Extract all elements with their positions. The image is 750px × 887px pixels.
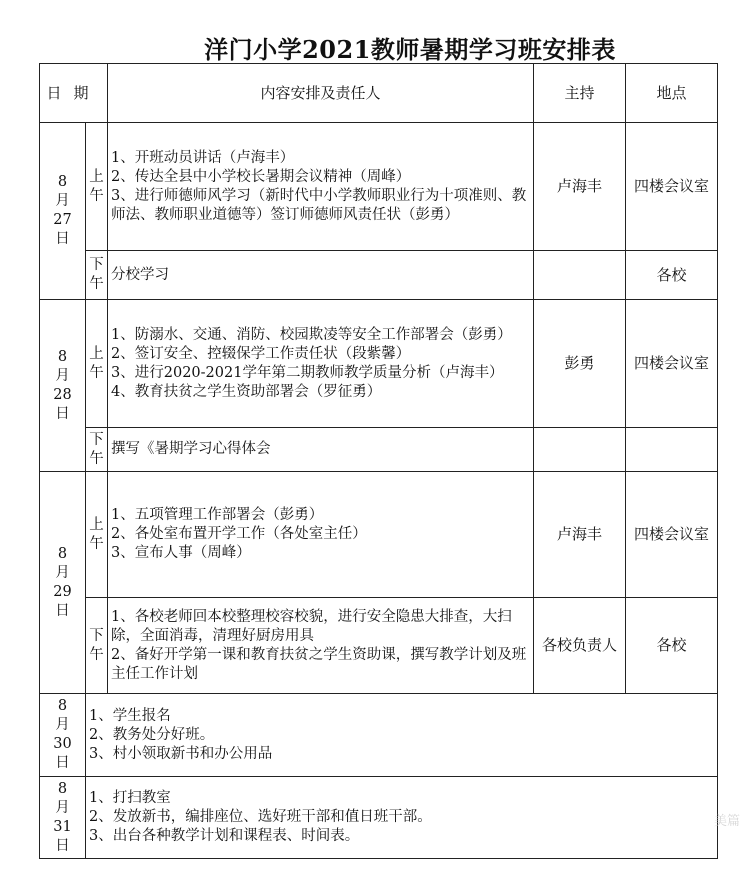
content-line: 3、村小领取新书和办公用品 (89, 745, 273, 762)
half-day-cell: 下 午 (86, 598, 108, 694)
place-cell: 四楼会议室 (626, 472, 718, 598)
half-day-cell: 上 午 (86, 300, 108, 428)
header-content: 内容安排及责任人 (108, 64, 534, 123)
content-line: 1、五项管理工作部署会（彭勇） (111, 507, 324, 523)
table-row (40, 300, 718, 428)
page-title: 洋门小学2021教师暑期学习班安排表 (204, 35, 616, 64)
date-cell: 8 月 30 日 (40, 694, 86, 777)
content-line: 1、学生报名 (89, 707, 171, 724)
header-place: 地点 (626, 64, 718, 123)
content-line: 分校学习 (111, 266, 170, 283)
half-day-cell: 上 午 (86, 123, 108, 251)
half-day-cell: 下 午 (86, 428, 108, 472)
content-cell (108, 598, 534, 694)
table-row (40, 777, 718, 859)
content-cell (108, 251, 534, 300)
table-row (40, 694, 718, 777)
date-cell: 8 月 27 日 (40, 123, 86, 300)
content-line: 3、出台各种教学计划和课程表、时间表。 (89, 828, 360, 844)
content-line: 4、教育扶贫之学生资助部署会（罗征勇） (111, 383, 382, 400)
content-line: 2、各处室布置开学工作（各处室主任） (111, 526, 367, 542)
table-row (40, 598, 718, 694)
host-cell (534, 428, 626, 472)
content-line: 3、宣布人事（周峰） (111, 545, 251, 561)
header-row (40, 64, 718, 123)
content-cell (108, 300, 534, 428)
content-line: 1、打扫教室 (89, 790, 171, 806)
content-cell (86, 694, 718, 777)
watermark-logo: 美篇 (713, 814, 740, 829)
date-cell: 8 月 29 日 (40, 472, 86, 694)
table-row (40, 472, 718, 598)
host-cell: 卢海丰 (534, 472, 626, 598)
content-line: 1、防溺水、交通、消防、校园欺凌等安全工作部署会（彭勇） (111, 326, 512, 343)
content-cell (108, 123, 534, 251)
schedule-table (39, 63, 718, 859)
content-line: 1、开班动员讲话（卢海丰） (111, 149, 295, 166)
place-cell: 四楼会议室 (626, 123, 718, 251)
content-cell (108, 428, 534, 472)
date-cell: 8 月 28 日 (40, 300, 86, 472)
host-cell (534, 251, 626, 300)
content-line: 1、各校老师回本校整理校容校貌，进行安全隐患大排查，大扫除，全面消毒，清理好厨房用具 (111, 608, 512, 644)
content-line: 3、进行2020-2021学年第二期教师教学质量分析（卢海丰） (111, 364, 504, 381)
header-date: 日期 (40, 64, 108, 123)
content-line: 2、教务处分好班。 (89, 726, 215, 743)
place-cell (626, 428, 718, 472)
date-cell: 8 月 31 日 (40, 777, 86, 859)
content-cell (86, 777, 718, 859)
content-line: 3、进行师德师风学习（新时代中小学教师职业行为十项准则、教师法、教师职业道德等）签订师德师风责任状（彭勇） (111, 187, 527, 223)
place-cell: 各校 (626, 598, 718, 694)
place-cell: 四楼会议室 (626, 300, 718, 428)
half-day-cell: 上 午 (86, 472, 108, 598)
host-cell: 卢海丰 (534, 123, 626, 251)
place-cell: 各校 (626, 251, 718, 300)
content-line: 2、签订安全、控辍保学工作责任状（段紫馨） (111, 345, 411, 362)
content-cell (108, 472, 534, 598)
host-cell: 各校负责人 (534, 598, 626, 694)
content-line: 2、发放新书，编排座位、选好班干部和值日班干部。 (89, 809, 432, 825)
host-cell: 彭勇 (534, 300, 626, 428)
header-host: 主持 (534, 64, 626, 123)
table-row (40, 428, 718, 472)
content-line: 2、备好开学第一课和教育扶贫之学生资助课，撰写教学计划及班主任工作计划 (111, 646, 527, 682)
content-line: 2、传达全县中小学校长暑期会议精神（周峰） (111, 168, 411, 185)
table-row (40, 123, 718, 251)
content-line: 撰写《暑期学习心得体会 (111, 441, 271, 457)
half-day-cell: 下 午 (86, 251, 108, 300)
table-row (40, 251, 718, 300)
